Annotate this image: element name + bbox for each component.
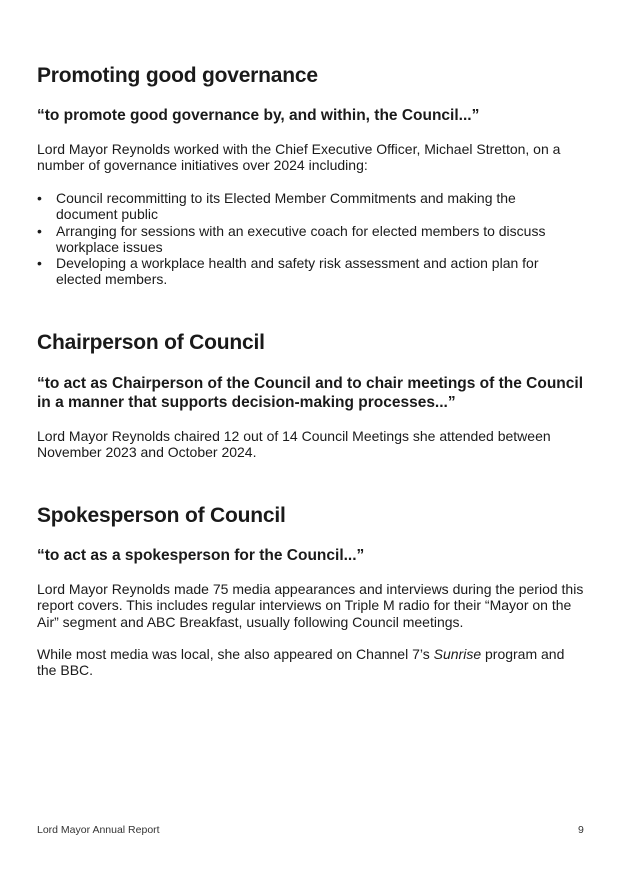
list-item — [37, 190, 577, 223]
section-heading-spokesperson: Spokesperson of Council — [37, 504, 286, 527]
section-heading-chairperson: Chairperson of Council — [37, 331, 265, 354]
section-body-spokesperson: Lord Mayor Reynolds made 75 media appearances and interviews during the period this report covers. This includes regular interviews on Triple M radio for their “Mayor on the Air” segment and ABC Breakfast, usually following Council meetings. — [37, 581, 584, 630]
bullet-icon: • — [37, 190, 42, 206]
section-intro-governance: Lord Mayor Reynolds worked with the Chief Executive Officer, Michael Stretton, on a number of governance initiatives over 2024 including: — [37, 141, 561, 174]
bullet-icon: • — [37, 255, 42, 272]
section-quote-governance: “to promote good governance by, and within, the Council...” — [37, 107, 480, 124]
list-item-text: Developing a workplace health and safety risk assessment and action plan for elected members. — [56, 255, 539, 288]
list-item-text: Arranging for sessions with an executive coach for elected members to discuss workplace issues — [56, 222, 546, 255]
section-quote-chairperson: “to act as Chairperson of the Council and to chair meetings of the Council in a manner that supports decision-making processes...” — [37, 375, 584, 411]
media-text-before: While most media was local, she also appeared on Channel 7’s — [37, 646, 434, 662]
section-body-chairperson: Lord Mayor Reynolds chaired 12 out of 14 Council Meetings she attended between November 2023 and October 2024. — [37, 428, 551, 461]
list-item-text: Council recommitting to its Elected Member Commitments and making the document public — [56, 190, 516, 223]
list-item — [37, 223, 577, 256]
footer-report-title: Lord Mayor Annual Report — [37, 824, 160, 836]
section-quote-spokesperson: “to act as a spokesperson for the Council...” — [37, 547, 365, 564]
footer-page-number: 9 — [578, 824, 584, 836]
governance-initiatives-list — [37, 190, 577, 288]
section-heading-governance: Promoting good governance — [37, 64, 318, 87]
list-item — [37, 255, 577, 288]
media-text-after: program and the BBC. — [37, 646, 565, 679]
bullet-icon: • — [37, 222, 42, 239]
section-body-spokesperson-media — [37, 646, 587, 679]
program-name: Sunrise — [433, 646, 482, 662]
